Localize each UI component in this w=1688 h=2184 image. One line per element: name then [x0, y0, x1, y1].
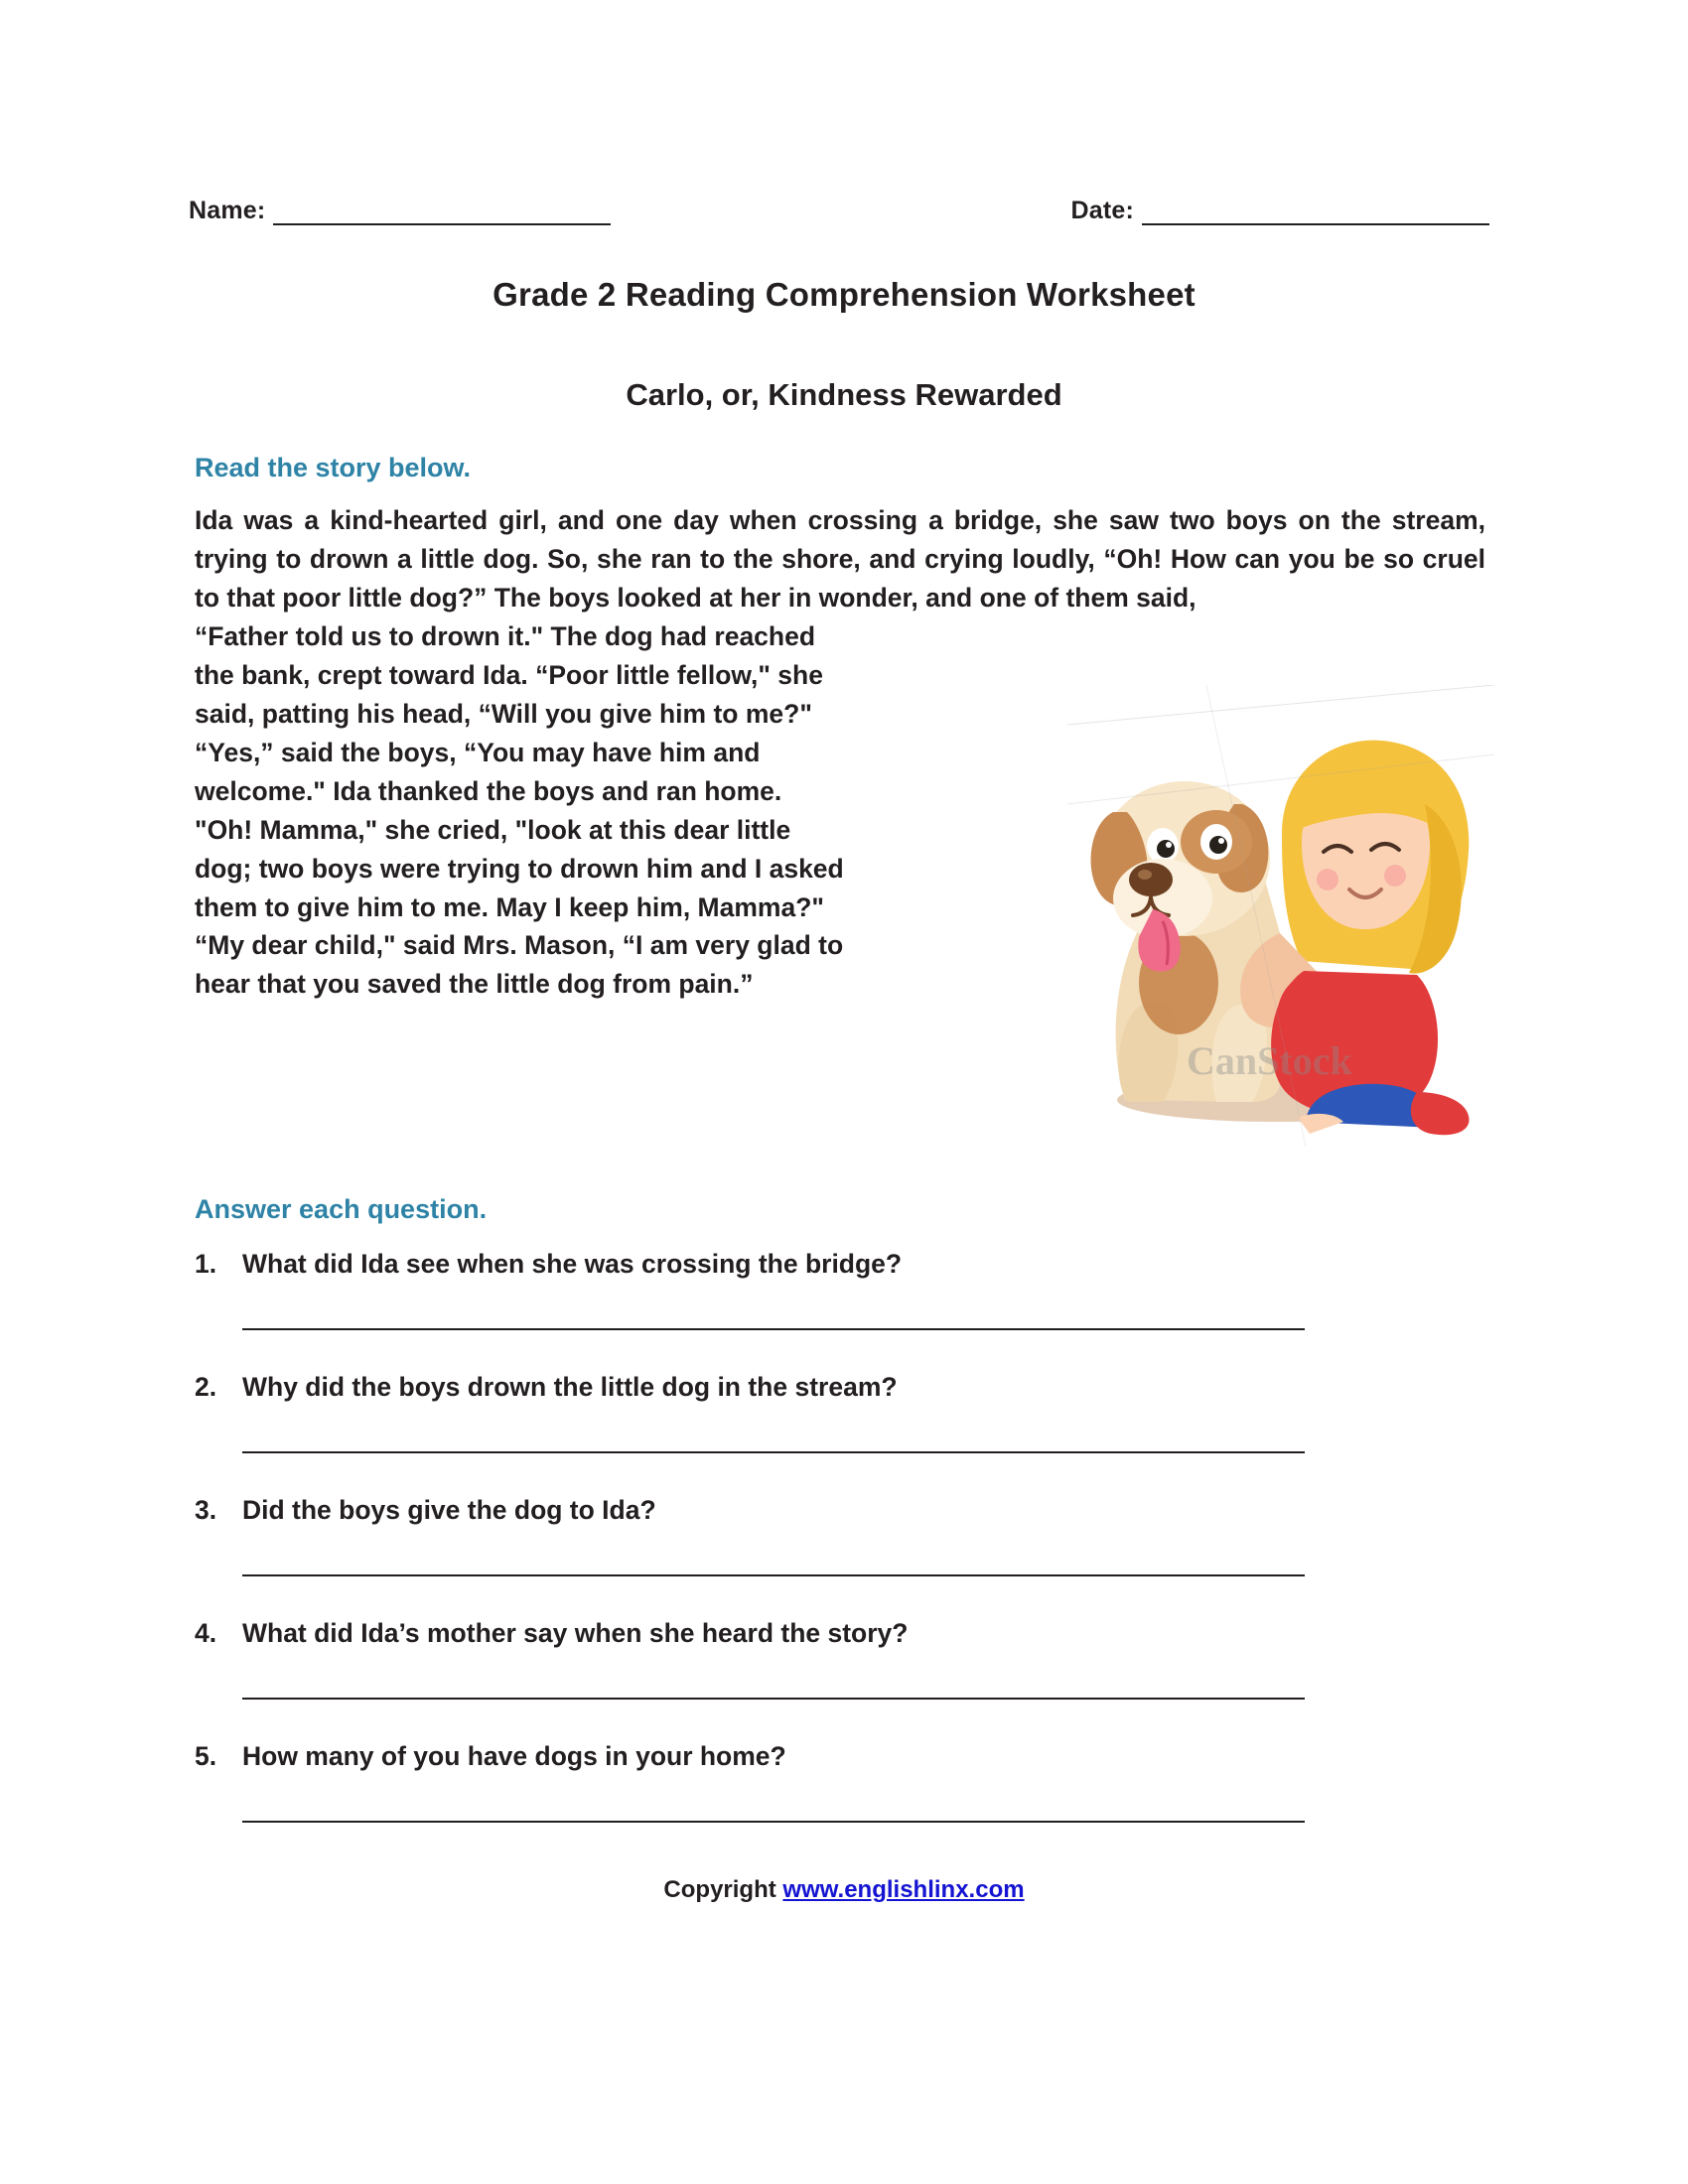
- name-field: [189, 197, 611, 225]
- date-write-line[interactable]: [1142, 202, 1489, 225]
- question-number: 5.: [195, 1741, 217, 1771]
- question-number: 3.: [195, 1495, 217, 1525]
- answer-line[interactable]: [242, 1451, 1305, 1453]
- story-line: said, patting his head, “Will you give him to me?": [195, 698, 812, 729]
- story-line: "Oh! Mamma," she cried, "look at this dear little: [195, 814, 791, 845]
- name-write-line[interactable]: [273, 202, 611, 225]
- story-line: “Father told us to drown it." The dog had reached: [195, 620, 816, 651]
- questions-list: [195, 1249, 1505, 1864]
- copyright-label: Copyright: [663, 1876, 783, 1903]
- answer-questions-heading: Answer each question.: [195, 1194, 488, 1224]
- answer-line[interactable]: [242, 1698, 1305, 1700]
- story-line: “My dear child," said Mrs. Mason, “I am very glad to: [195, 930, 844, 961]
- story-line: hear that you saved the little dog from pain.”: [195, 969, 754, 1000]
- story-line: the bank, crept toward Ida. “Poor little fellow," she: [195, 659, 823, 690]
- story-title: Carlo, or, Kindness Rewarded: [626, 377, 1062, 412]
- footer: [0, 1876, 1688, 1904]
- date-label: Date:: [1070, 197, 1134, 224]
- date-field: [1070, 197, 1489, 225]
- story-line: “Yes,” said the boys, “You may have him and: [195, 737, 761, 767]
- question-item: [195, 1249, 1505, 1372]
- question-text: What did Ida see when she was crossing the bridge?: [242, 1249, 903, 1279]
- question-number: 4.: [195, 1618, 217, 1648]
- question-text: How many of you have dogs in your home?: [242, 1741, 786, 1771]
- question-number: 2.: [195, 1372, 217, 1402]
- question-item: [195, 1741, 1505, 1864]
- question-number: 1.: [195, 1249, 217, 1279]
- answer-line[interactable]: [242, 1821, 1305, 1823]
- question-item: [195, 1618, 1505, 1741]
- page-title: Grade 2 Reading Comprehension Worksheet: [492, 276, 1196, 313]
- website-link[interactable]: www.englishlinx.com: [782, 1876, 1025, 1903]
- name-label: Name:: [189, 197, 266, 224]
- story-line: them to give him to me. May I keep him, Mamma?": [195, 891, 824, 922]
- question-text: What did Ida’s mother say when she heard the story?: [242, 1618, 909, 1648]
- girl-hugging-dog-illustration: [1067, 685, 1494, 1147]
- story-paragraph-wrapped: [195, 617, 1019, 1005]
- illustration-svg: [1067, 685, 1494, 1147]
- question-text: Did the boys give the dog to Ida?: [242, 1495, 656, 1525]
- answer-line[interactable]: [242, 1328, 1305, 1330]
- story-paragraph-justified: [195, 501, 1485, 617]
- story-line: dog; two boys were trying to drown him and I asked: [195, 853, 844, 884]
- svg-text:CanStock: CanStock: [1187, 1038, 1352, 1083]
- question-text: Why did the boys drown the little dog in the stream?: [242, 1372, 898, 1402]
- question-item: [195, 1372, 1505, 1495]
- story-line: welcome." Ida thanked the boys and ran home.: [195, 775, 782, 806]
- question-item: [195, 1495, 1505, 1618]
- header-row: [189, 197, 1489, 225]
- read-story-heading: Read the story below.: [195, 453, 472, 482]
- story-line: Ida was a kind-hearted girl, and one day when crossing a bridge, she saw two boys on the stream, trying to drown a little dog. So, she ran to the shore, and crying loudly, “Oh! How can you be so cruel to that poor little dog?” The boys looked at her in wonder, and one of them said,: [195, 505, 1485, 613]
- answer-line[interactable]: [242, 1574, 1305, 1576]
